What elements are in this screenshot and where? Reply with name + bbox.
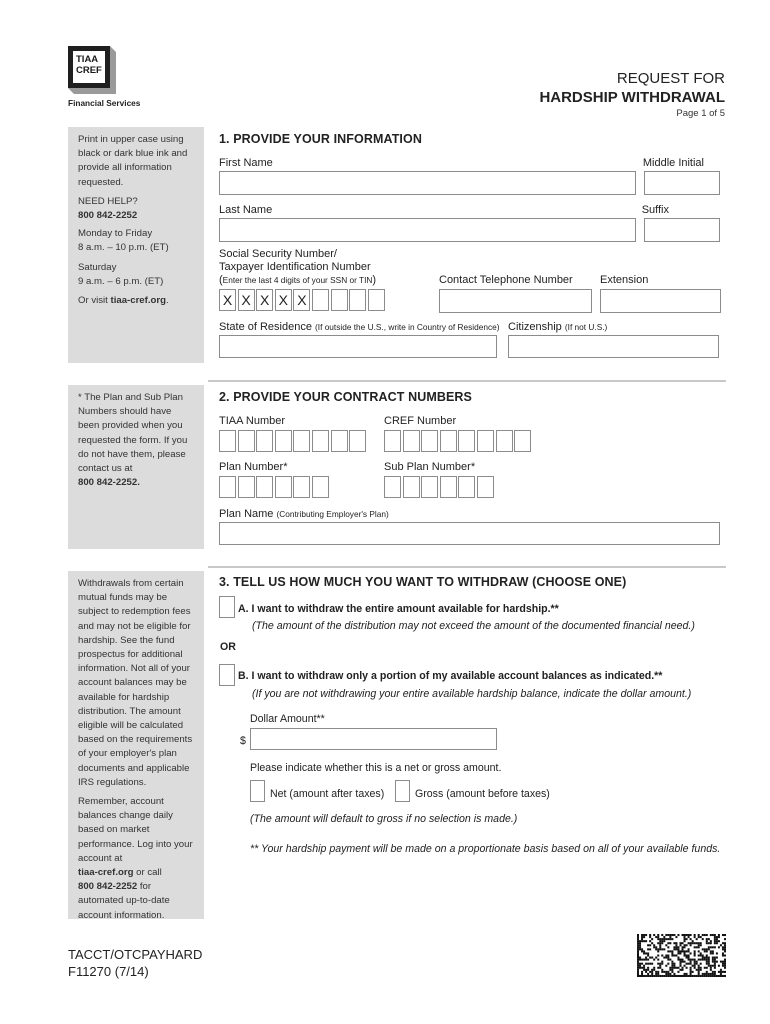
gross-label: Gross (amount before taxes) — [415, 788, 550, 800]
visit-url[interactable]: tiaa-cref.org — [110, 295, 166, 307]
section3-title: 3. TELL US HOW MUCH YOU WANT TO WITHDRAW (CHOOSE ONE) — [219, 575, 627, 589]
extension-field[interactable] — [600, 289, 721, 313]
ssn-hint — [219, 274, 376, 286]
first-name-label: First Name — [219, 157, 273, 169]
logo-tagline: Financial Services — [68, 98, 141, 108]
state-label — [219, 321, 499, 333]
logo — [68, 46, 116, 94]
help-phone: 800 842-2252 — [78, 210, 138, 222]
cref-cell[interactable] — [496, 430, 513, 452]
option-a-label — [238, 603, 559, 615]
suffix-label: Suffix — [641, 204, 669, 216]
citizenship-field[interactable] — [508, 335, 719, 358]
dollar-amount-label: Dollar Amount** — [250, 713, 325, 725]
or-label — [220, 641, 236, 653]
ssn-cell[interactable]: X — [256, 289, 273, 311]
ssn-hint-text: Enter the last 4 digits of your SSN or TIN — [222, 275, 373, 285]
sidebar-withdrawal-note — [68, 571, 204, 919]
withdrawal-note-para1: Withdrawals from certain mutual funds may be subject to redemption fees and may not be eligible for hardship. See the fund prospectus for additional information. Not all of your account balances may be available for hardship distribution. The amount eligible will be calculated based on the requirements of your employer's plan documents and applicable IRS regulations. — [78, 578, 193, 788]
ssn-cell[interactable] — [349, 289, 366, 311]
visit-prefix: Or visit — [78, 295, 111, 307]
plan-name-field[interactable] — [219, 522, 720, 545]
tiaa-cell[interactable] — [293, 430, 310, 452]
plan-note-phone: 800 842-2252. — [78, 477, 140, 489]
net-label: Net (amount after taxes) — [270, 788, 385, 800]
subplan-cell[interactable] — [477, 476, 494, 498]
extension-label: Extension — [600, 274, 649, 286]
tiaa-cell[interactable] — [312, 430, 329, 452]
subplan-cell[interactable] — [440, 476, 457, 498]
sidebar-help — [68, 127, 204, 363]
state-label-text: State of Residence — [219, 321, 312, 333]
subplan-number-label: Sub Plan Number* — [384, 461, 476, 473]
ssn-cell[interactable]: X — [219, 289, 236, 311]
ssn-cell[interactable]: X — [238, 289, 255, 311]
gross-checkbox[interactable] — [395, 780, 410, 802]
withdrawal-note-para2: Remember, account balances change daily based on market performance. Log into your account at — [78, 796, 193, 864]
cref-cell[interactable] — [421, 430, 438, 452]
ssn-cell[interactable]: X — [293, 289, 310, 311]
suffix-field[interactable] — [644, 218, 720, 242]
footnote: ** Your hardship payment will be made on a proportionate basis based on all of your available funds. — [250, 843, 721, 855]
form-number: F11270 (7/14) — [68, 964, 149, 979]
plan-cell[interactable] — [219, 476, 236, 498]
subplan-cell[interactable] — [403, 476, 420, 498]
option-b-label — [238, 670, 662, 682]
barcode — [637, 934, 726, 977]
cref-cell[interactable] — [384, 430, 401, 452]
subplan-cell[interactable] — [384, 476, 401, 498]
middle-initial-label: Middle Initial — [642, 157, 704, 169]
tiaa-cell[interactable] — [331, 430, 348, 452]
plan-name-hint: (Contributing Employer's Plan) — [276, 509, 389, 519]
ssn-cell[interactable] — [312, 289, 329, 311]
dollar-amount-field[interactable] — [250, 728, 497, 750]
middle-initial-field[interactable] — [644, 171, 720, 195]
net-gross-prompt: Please indicate whether this is a net or gross amount. — [250, 762, 502, 774]
citizenship-label — [508, 321, 607, 333]
tiaa-cell[interactable] — [238, 430, 255, 452]
ssn-label-line1: Social Security Number/ — [219, 248, 337, 260]
saturday-hours: 9 a.m. – 6 p.m. (ET) — [78, 275, 164, 287]
ssn-cell[interactable] — [368, 289, 385, 311]
tiaa-cell[interactable] — [275, 430, 292, 452]
net-checkbox[interactable] — [250, 780, 265, 802]
saturday-label: Saturday — [78, 261, 117, 273]
logo-line2: CREF — [76, 65, 102, 76]
phone-field[interactable] — [439, 289, 592, 313]
section-divider — [208, 566, 726, 568]
section-divider — [208, 380, 726, 382]
ssn-cell[interactable]: X — [275, 289, 292, 311]
sidebar-intro: Print in upper case using black or dark blue ink and provide all information requested. — [78, 134, 188, 188]
cref-number-cells[interactable] — [384, 430, 533, 452]
ssn-hint-open: ( — [219, 274, 223, 286]
plan-cell[interactable] — [312, 476, 329, 498]
weekday-label: Monday to Friday — [78, 228, 153, 240]
withdrawal-note-end: for automated up-to-date account information. — [78, 881, 170, 921]
logo-line1: TIAA — [76, 54, 99, 65]
state-field[interactable] — [219, 335, 497, 358]
tiaa-number-cells[interactable] — [219, 430, 368, 452]
option-a-text: A. I want to withdraw the entire amount available for hardship.** — [238, 603, 559, 615]
tiaa-cell[interactable] — [219, 430, 236, 452]
first-name-field[interactable] — [219, 171, 636, 195]
dollar-sign: $ — [240, 735, 246, 747]
plan-cell[interactable] — [275, 476, 292, 498]
cref-cell[interactable] — [440, 430, 457, 452]
plan-note-text: * The Plan and Sub Plan Numbers should have been provided when you requested the form. If you do not have them, please contact us at — [78, 392, 188, 475]
plan-number-cells[interactable] — [219, 476, 331, 498]
section2-title: 2. PROVIDE YOUR CONTRACT NUMBERS — [219, 390, 472, 404]
last-name-label: Last Name — [219, 204, 273, 216]
barcode-graphic — [637, 934, 726, 977]
plan-name-label-text: Plan Name — [219, 508, 274, 520]
withdrawal-note-phone: 800 842-2252 — [78, 881, 138, 893]
cref-cell[interactable] — [477, 430, 494, 452]
or-text: OR — [220, 641, 236, 653]
default-note: (The amount will default to gross if no selection is made.) — [250, 813, 518, 825]
cref-number-label: CREF Number — [384, 415, 457, 427]
subplan-number-cells[interactable] — [384, 476, 496, 498]
citizenship-hint: (If not U.S.) — [564, 322, 608, 332]
plan-cell[interactable] — [293, 476, 310, 498]
visit-suffix: . — [165, 295, 169, 307]
plan-name-label — [219, 508, 389, 520]
plan-number-label: Plan Number* — [219, 461, 288, 473]
cref-cell[interactable] — [458, 430, 475, 452]
section1-title: 1. PROVIDE YOUR INFORMATION — [219, 132, 422, 146]
option-b-text: B. I want to withdraw only a portion of my available account balances as indicated.** — [238, 670, 663, 682]
ssn-cells[interactable] — [219, 289, 386, 311]
form-code: TACCT/OTCPAYHARD — [68, 947, 203, 962]
ssn-cell[interactable] — [331, 289, 348, 311]
option-b-note: (If you are not withdrawing your entire available hardship balance, indicate the dollar amount.) — [252, 688, 692, 700]
tiaa-cell[interactable] — [349, 430, 366, 452]
option-a-note: (The amount of the distribution may not exceed the amount of the documented financial need.) — [252, 620, 695, 632]
plan-cell[interactable] — [256, 476, 273, 498]
subplan-cell[interactable] — [421, 476, 438, 498]
ssn-label-line2: Taxpayer Identification Number — [219, 261, 371, 273]
plan-cell[interactable] — [238, 476, 255, 498]
cref-cell[interactable] — [514, 430, 531, 452]
subplan-cell[interactable] — [458, 476, 475, 498]
tiaa-cell[interactable] — [256, 430, 273, 452]
page-title: HARDSHIP WITHDRAWAL — [539, 89, 725, 106]
state-hint: (If outside the U.S., write in Country of Residence) — [315, 322, 500, 332]
tiaa-number-label: TIAA Number — [219, 415, 286, 427]
sidebar-plan-note — [68, 385, 204, 549]
withdrawal-note-url[interactable]: tiaa-cref.org — [78, 867, 134, 879]
option-b-checkbox[interactable] — [219, 664, 235, 686]
citizenship-label-text: Citizenship — [508, 321, 562, 333]
phone-label: Contact Telephone Number — [439, 274, 573, 286]
cref-cell[interactable] — [403, 430, 420, 452]
option-a-checkbox[interactable] — [219, 596, 235, 618]
withdrawal-note-mid: or call — [133, 867, 162, 879]
title-line1: REQUEST FOR — [616, 70, 725, 87]
page-number: Page 1 of 5 — [676, 108, 725, 119]
weekday-hours: 8 a.m. – 10 p.m. (ET) — [78, 242, 169, 254]
last-name-field[interactable] — [219, 218, 636, 242]
ssn-hint-close: ) — [372, 274, 377, 286]
need-help-label: NEED HELP? — [78, 195, 138, 207]
